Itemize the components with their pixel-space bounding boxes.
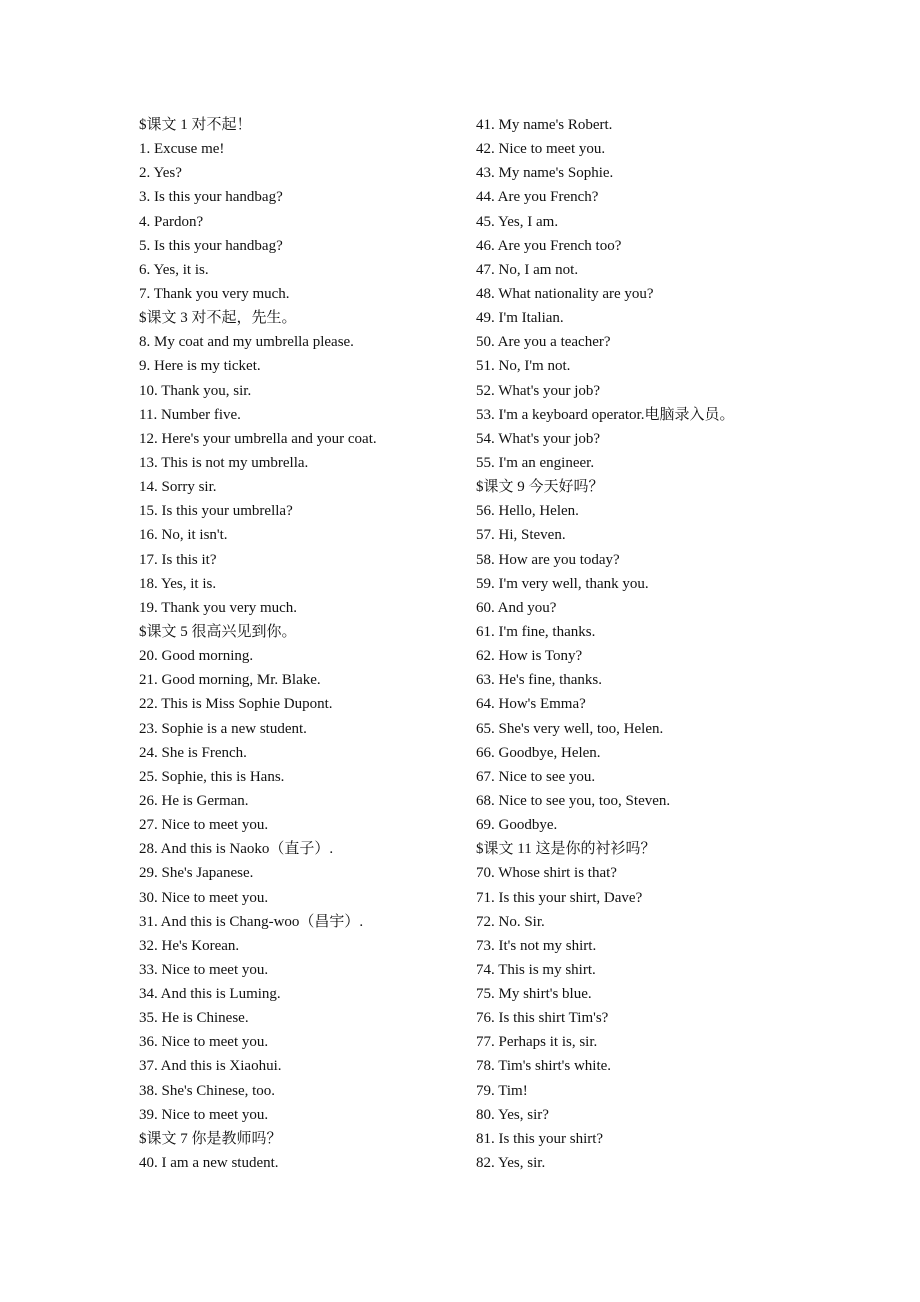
- sentence-line: 78. Tim's shirt's white.: [476, 1058, 612, 1075]
- sentence-line: 56. Hello, Helen.: [476, 503, 579, 520]
- sentence-line: 51. No, I'm not.: [476, 358, 571, 375]
- sentence-line: 7. Thank you very much.: [139, 285, 290, 302]
- sentence-line: 61. I'm fine, thanks.: [476, 623, 596, 640]
- sentence-line: 15. Is this your umbrella?: [139, 503, 293, 520]
- sentence-line: 60. And you?: [476, 599, 557, 616]
- sentence-line: 80. Yes, sir?: [476, 1106, 549, 1123]
- sentence-line: 63. He's fine, thanks.: [476, 672, 603, 689]
- sentence-line: 26. He is German.: [139, 792, 249, 809]
- lesson-heading: $课文 1 对不起！: [139, 117, 252, 133]
- sentence-line: 45. Yes, I am.: [476, 213, 559, 230]
- sentence-line: 81. Is this your shirt?: [476, 1130, 604, 1147]
- sentence-line: 67. Nice to see you.: [476, 768, 596, 785]
- left-column: [139, 113, 469, 1175]
- lesson-heading: $课文 3 对不起，先生。: [139, 310, 297, 327]
- sentence-line: 42. Nice to meet you.: [476, 141, 606, 158]
- sentence-line: 31. And this is Chang-woo（昌宇）.: [139, 913, 364, 930]
- sentence-line: 23. Sophie is a new student.: [139, 720, 307, 737]
- sentence-line: 3. Is this your handbag?: [139, 189, 283, 206]
- sentence-line: 11. Number five.: [139, 406, 241, 423]
- sentence-line: 73. It's not my shirt.: [476, 937, 597, 954]
- sentence-line: 24. She is French.: [139, 744, 247, 761]
- sentence-line: 36. Nice to meet you.: [139, 1034, 269, 1051]
- sentence-line: 50. Are you a teacher?: [476, 334, 611, 351]
- sentence-line: 66. Goodbye, Helen.: [476, 744, 601, 761]
- sentence-line: 2. Yes?: [139, 165, 182, 182]
- sentence-line: 8. My coat and my umbrella please.: [139, 334, 354, 351]
- sentence-line: 14. Sorry sir.: [139, 479, 217, 496]
- sentence-line: 40. I am a new student.: [139, 1155, 279, 1172]
- sentence-line: 9. Here is my ticket.: [139, 358, 261, 375]
- sentence-line: 69. Goodbye.: [476, 817, 558, 834]
- sentence-line: 79. Tim!: [476, 1082, 528, 1099]
- sentence-line: 17. Is this it?: [139, 551, 217, 568]
- sentence-line: 33. Nice to meet you.: [139, 961, 269, 978]
- sentence-line: 47. No, I am not.: [476, 261, 579, 278]
- sentence-line: 59. I'm very well, thank you.: [476, 575, 649, 592]
- sentence-line: 76. Is this shirt Tim's?: [476, 1010, 609, 1027]
- sentence-line: 34. And this is Luming.: [139, 986, 281, 1003]
- sentence-line: 22. This is Miss Sophie Dupont.: [139, 696, 333, 713]
- sentence-line: 54. What's your job?: [476, 430, 601, 447]
- sentence-line: 48. What nationality are you?: [476, 285, 654, 302]
- sentence-line: 52. What's your job?: [476, 382, 601, 399]
- sentence-line: 10. Thank you, sir.: [139, 382, 252, 399]
- sentence-line: 12. Here's your umbrella and your coat.: [139, 430, 377, 447]
- sentence-line: 68. Nice to see you, too, Steven.: [476, 792, 671, 809]
- sentence-line: 13. This is not my umbrella.: [139, 454, 309, 471]
- sentence-line: 1. Excuse me!: [139, 141, 225, 158]
- sentence-line: 35. He is Chinese.: [139, 1010, 249, 1027]
- sentence-line: 27. Nice to meet you.: [139, 817, 269, 834]
- sentence-line: 53. I'm a keyboard operator.电脑录入员。: [476, 406, 735, 423]
- sentence-line: 43. My name's Sophie.: [476, 165, 614, 182]
- sentence-line: 44. Are you French?: [476, 189, 599, 206]
- lesson-heading: $课文 7 你是教师吗？: [139, 1130, 282, 1147]
- sentence-line: 71. Is this your shirt, Dave?: [476, 889, 643, 906]
- sentence-line: 82. Yes, sir.: [476, 1155, 546, 1172]
- sentence-line: 37. And this is Xiaohui.: [139, 1058, 282, 1075]
- sentence-line: 46. Are you French too?: [476, 237, 622, 254]
- sentence-line: 70. Whose shirt is that?: [476, 865, 617, 882]
- sentence-line: 16. No, it isn't.: [139, 527, 228, 544]
- sentence-line: 29. She's Japanese.: [139, 865, 254, 882]
- sentence-line: 4. Pardon?: [139, 213, 204, 230]
- sentence-line: 20. Good morning.: [139, 648, 254, 665]
- sentence-line: 5. Is this your handbag?: [139, 237, 283, 254]
- sentence-line: 32. He's Korean.: [139, 937, 240, 954]
- sentence-line: 58. How are you today?: [476, 551, 620, 568]
- sentence-line: 39. Nice to meet you.: [139, 1106, 269, 1123]
- lesson-heading: $课文 11 这是你的衬衫吗？: [476, 841, 656, 858]
- sentence-line: 57. Hi, Steven.: [476, 527, 566, 544]
- sentence-line: 19. Thank you very much.: [139, 599, 298, 616]
- sentence-line: 28. And this is Naoko（直子）.: [139, 841, 334, 858]
- sentence-line: 49. I'm Italian.: [476, 310, 564, 327]
- sentence-line: 62. How is Tony?: [476, 648, 583, 665]
- sentence-line: 38. She's Chinese, too.: [139, 1082, 276, 1099]
- sentence-line: 55. I'm an engineer.: [476, 454, 595, 471]
- sentence-line: 74. This is my shirt.: [476, 961, 596, 978]
- sentence-line: 25. Sophie, this is Hans.: [139, 768, 285, 785]
- sentence-line: 21. Good morning, Mr. Blake.: [139, 672, 321, 689]
- sentence-line: 64. How's Emma?: [476, 696, 586, 713]
- sentence-line: 65. She's very well, too, Helen.: [476, 720, 664, 737]
- lesson-heading: $课文 9 今天好吗？: [476, 479, 604, 496]
- sentence-line: 30. Nice to meet you.: [139, 889, 269, 906]
- sentence-line: 72. No. Sir.: [476, 913, 545, 930]
- sentence-line: 6. Yes, it is.: [139, 261, 209, 278]
- sentence-line: 41. My name's Robert.: [476, 117, 613, 133]
- sentence-line: 18. Yes, it is.: [139, 575, 217, 592]
- right-column: [476, 113, 816, 1175]
- lesson-heading: $课文 5 很高兴见到你。: [139, 623, 297, 640]
- sentence-line: 77. Perhaps it is, sir.: [476, 1034, 598, 1051]
- sentence-line: 75. My shirt's blue.: [476, 986, 592, 1003]
